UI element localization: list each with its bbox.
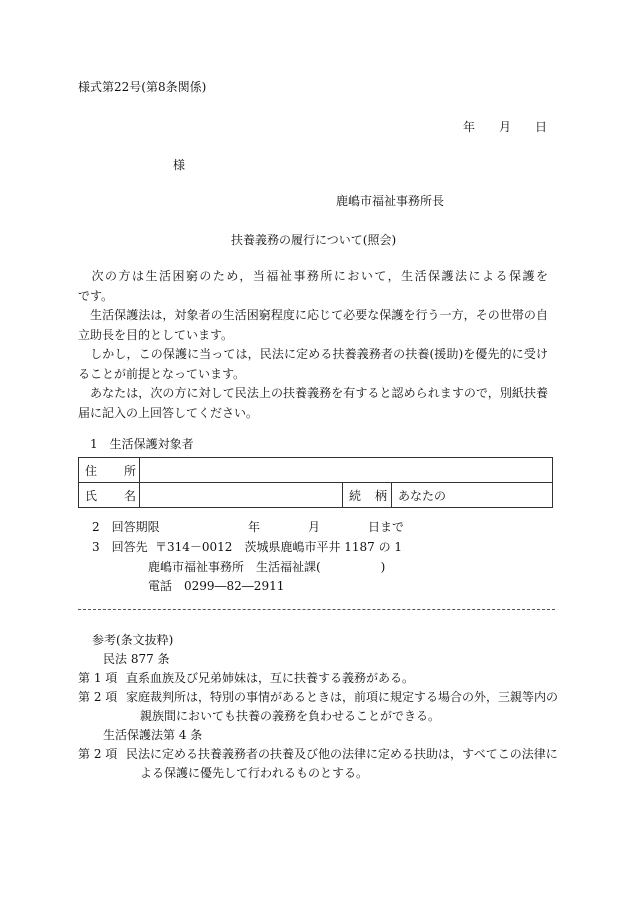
section-heading-subject: 1 生活保護対象者 xyxy=(90,437,194,451)
law1-item2-text-line1: 家庭裁判所は，特別の事情があるときは，前項に規定する場合の外，三親等内の xyxy=(126,690,559,704)
reply-deadline-date: 年 月 日まで xyxy=(248,520,405,534)
law1-title: 民法 877 条 xyxy=(103,652,170,666)
reply-address-label: 3 回答先 xyxy=(92,540,148,554)
law1-item2-label: 第 2 項 xyxy=(78,690,118,704)
subject-table xyxy=(78,457,553,508)
reply-address-line2: 鹿嶋市福祉事務所 生活福祉課( ) xyxy=(148,560,386,574)
relation-label: 続 柄 xyxy=(343,483,392,508)
name-row xyxy=(79,483,553,508)
address-field[interactable] xyxy=(140,458,553,483)
reply-deadline-label: 2 回答期限 xyxy=(92,520,160,534)
sender-name: 鹿嶋市福祉事務所長 xyxy=(336,194,445,208)
date-line: 年 月 日 xyxy=(463,120,548,134)
recipient-suffix: 様 xyxy=(173,158,186,172)
reply-phone: 電話 0299―82―2911 xyxy=(148,579,285,593)
law1-item1-text: 直系血族及び兄弟姉妹は，互に扶養する義務がある。 xyxy=(126,671,415,685)
cut-line-divider xyxy=(78,609,555,610)
name-field[interactable] xyxy=(140,483,343,508)
paragraph-4: あなたは，次の方に対して民法上の扶養義務を有すると認められますので，別紙扶養届に記入の上回答してください。 xyxy=(78,386,548,420)
address-row xyxy=(79,458,553,483)
reference-heading: 参考(条文抜粋) xyxy=(92,633,174,647)
address-label: 住 所 xyxy=(79,458,140,483)
law2-item2-text-line1: 民法に定める扶養義務者の扶養及び他の法律に定める扶助は，すべてこの法律に xyxy=(126,747,558,761)
relation-field[interactable]: あなたの xyxy=(392,483,553,508)
law2-title: 生活保護法第 4 条 xyxy=(103,728,203,742)
paragraph-1: 次の方は生活困窮のため，当福祉事務所において，生活保護法による保護を です。 xyxy=(78,269,609,303)
law2-item2-text-line2: よる保護に優先して行われるものとする。 xyxy=(140,766,369,780)
law2-item2-label: 第 2 項 xyxy=(78,747,118,761)
document-title: 扶養義務の履行について(照会) xyxy=(231,233,397,247)
paragraph-2: 生活保護法は，対象者の生活困窮程度に応じて必要な保護を行う一方，その世帯の自立助長を目的としています。 xyxy=(78,308,548,342)
paragraph-3: しかし，この保護に当っては，民法に定める扶養義務者の扶養(援助)を優先的に受けることが前提となっています。 xyxy=(78,347,548,381)
name-label: 氏 名 xyxy=(79,483,140,508)
form-number: 様式第22号(第8条関係) xyxy=(78,80,207,94)
reply-address-line1: 〒314－0012 茨城県鹿嶋市平井 1187 の 1 xyxy=(155,540,403,554)
law1-item1-label: 第 1 項 xyxy=(78,671,118,685)
law1-item2-text-line2: 親族間においても扶養の義務を負わせることができる。 xyxy=(140,709,441,723)
